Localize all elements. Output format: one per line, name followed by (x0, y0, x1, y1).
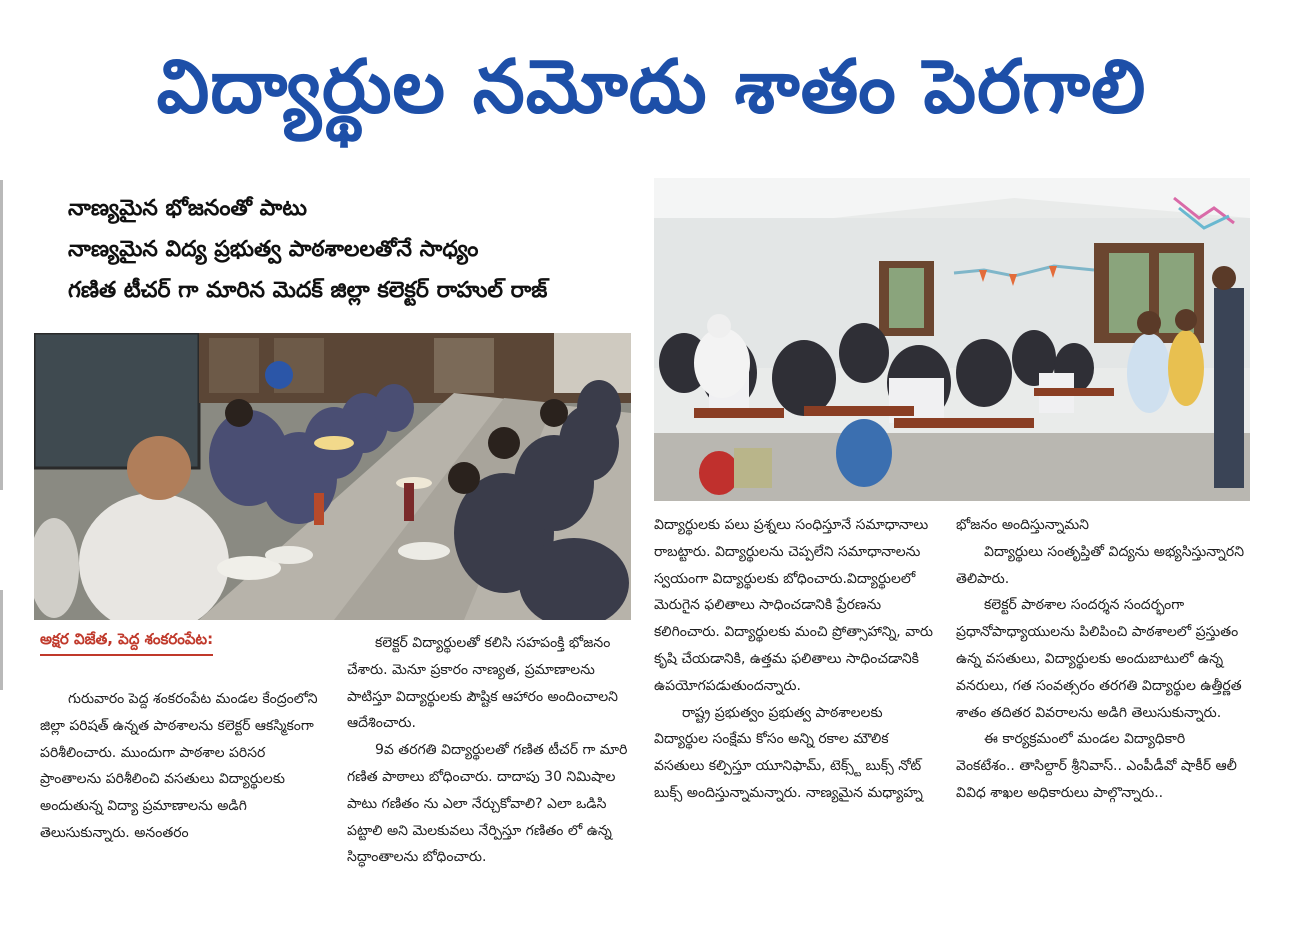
sub-headline: నాణ్యమైన విద్య ప్రభుత్వ పాఠశాలలతోనే సాధ్యం (68, 237, 479, 262)
byline: అక్షర విజేత, పెద్ద శంకరంపేట: (40, 630, 213, 656)
sub-headlines (68, 188, 648, 311)
paragraph: కలెక్టర్ విద్యార్థులతో కలిసి సహపంక్తి భోజనం చేశారు. మెనూ ప్రకారం నాణ్యత, ప్రమాణాలను పాటిస్తూ విద్యార్థులకు పౌష్టిక ఆహారం అందించాలని ఆదేశించారు. (347, 635, 618, 732)
paragraph: విద్యార్థులు సంతృప్తితో విద్యను అభ్యసిస్తున్నారని తెలిపారు. (956, 543, 1245, 587)
paragraph: ఈ కార్యక్రమంలో మండల విద్యాధికారి వెంకటేశం.. తాసిల్దార్ శ్రీనివాస్.. ఎంపీడీవో షాకీర్ ఆలీ వివిధ శాఖల అధికారులు పాల్గొన్నారు.. (956, 731, 1237, 801)
sub-headline: గణిత టీచర్ గా మారిన మెదక్ జిల్లా కలెక్టర్ రాహుల్ రాజ్ (68, 278, 548, 303)
photo-students-meal-image (34, 333, 631, 620)
photo-classroom-image (654, 178, 1250, 501)
page-edge-mark (0, 590, 3, 690)
paragraph: భోజనం అందిస్తున్నామని (956, 517, 1089, 533)
photo-students-meal (34, 333, 631, 620)
article-column-3 (654, 512, 940, 807)
paragraph: గురువారం పెద్ద శంకరంపేట మండల కేంద్రంలోని జిల్లా పరిషత్ ఉన్నత పాఠశాలను కలెక్టర్ ఆకస్మికంగా పరిశీలించారు. ముందుగా పాఠశాల పరిసర ప్రాంతాలను పరిశీలించి వసతులు విద్యార్థులకు అందుతున్న విద్యా ప్రమాణాలను అడిగి తెలుసుకున్నారు. అనంతరం (40, 691, 318, 841)
sub-headline: నాణ్యమైన భోజనంతో పాటు (68, 196, 307, 221)
paragraph: రాష్ట్ర ప్రభుత్వం ప్రభుత్వ పాఠశాలలకు విద్యార్థుల సంక్షేమ కోసం అన్ని రకాల మౌలిక వసతులు కల్పిస్తూ యూనిఫామ్, టెక్స్ట్ బుక్స్ నోట్ బుక్స్ అందిస్తున్నామన్నారు. నాణ్యమైన మధ్యాహ్న (654, 704, 923, 801)
page-edge-mark (0, 180, 3, 490)
paragraph: 9వ తరగతి విద్యార్థులతో గణిత టీచర్ గా మారి గణిత పాఠాలు బోధించారు. దాదాపు 30 నిమిషాల పాటు గణితం ను ఎలా నేర్చుకోవాలి? ఎలా ఒడిసి పట్టాలి అని మెలకువలు నేర్పిస్తూ గణితం లో ఉన్న సిద్ధాంతాలను బోధించారు. (347, 742, 628, 866)
paragraph: కలెక్టర్ పాఠశాల సందర్శన సందర్భంగా ప్రధానోపాధ్యాయులను పిలిపించి పాఠశాలలో ప్రస్తుతం ఉన్న వసతులు, విద్యార్థులకు అందుబాటులో ఉన్న వనరులు, గత సంవత్సరం తరగతి విద్యార్థుల ఉత్తీర్ణత శాతం తదితర వివరాలను అడిగి తెలుసుకున్నారు. (956, 597, 1242, 721)
headline: విద్యార్థుల నమోదు శాతం పెరగాలి (156, 44, 1147, 130)
paragraph: విద్యార్థులకు పలు ప్రశ్నలు సంధిస్తూనే సమాధానాలు రాబట్టారు. విద్యార్థులను చెప్పలేని సమాధానాలను స్వయంగా విద్యార్థులకు బోధించారు.విద్యార్థులలో మెరుగైన ఫలితాలు సాధించడానికి ప్రేరణను కలిగించారు. విద్యార్థులకు మంచి ప్రోత్సాహాన్ని, వారు కృషి చేయడానికి, ఉత్తమ ఫలితాలు సాధించడానికి ఉపయోగపడుతుందన్నారు. (654, 517, 934, 694)
article-column-4 (956, 512, 1248, 807)
photo-classroom (654, 178, 1250, 501)
article-column-1 (40, 686, 324, 847)
article-column-2 (347, 630, 633, 871)
